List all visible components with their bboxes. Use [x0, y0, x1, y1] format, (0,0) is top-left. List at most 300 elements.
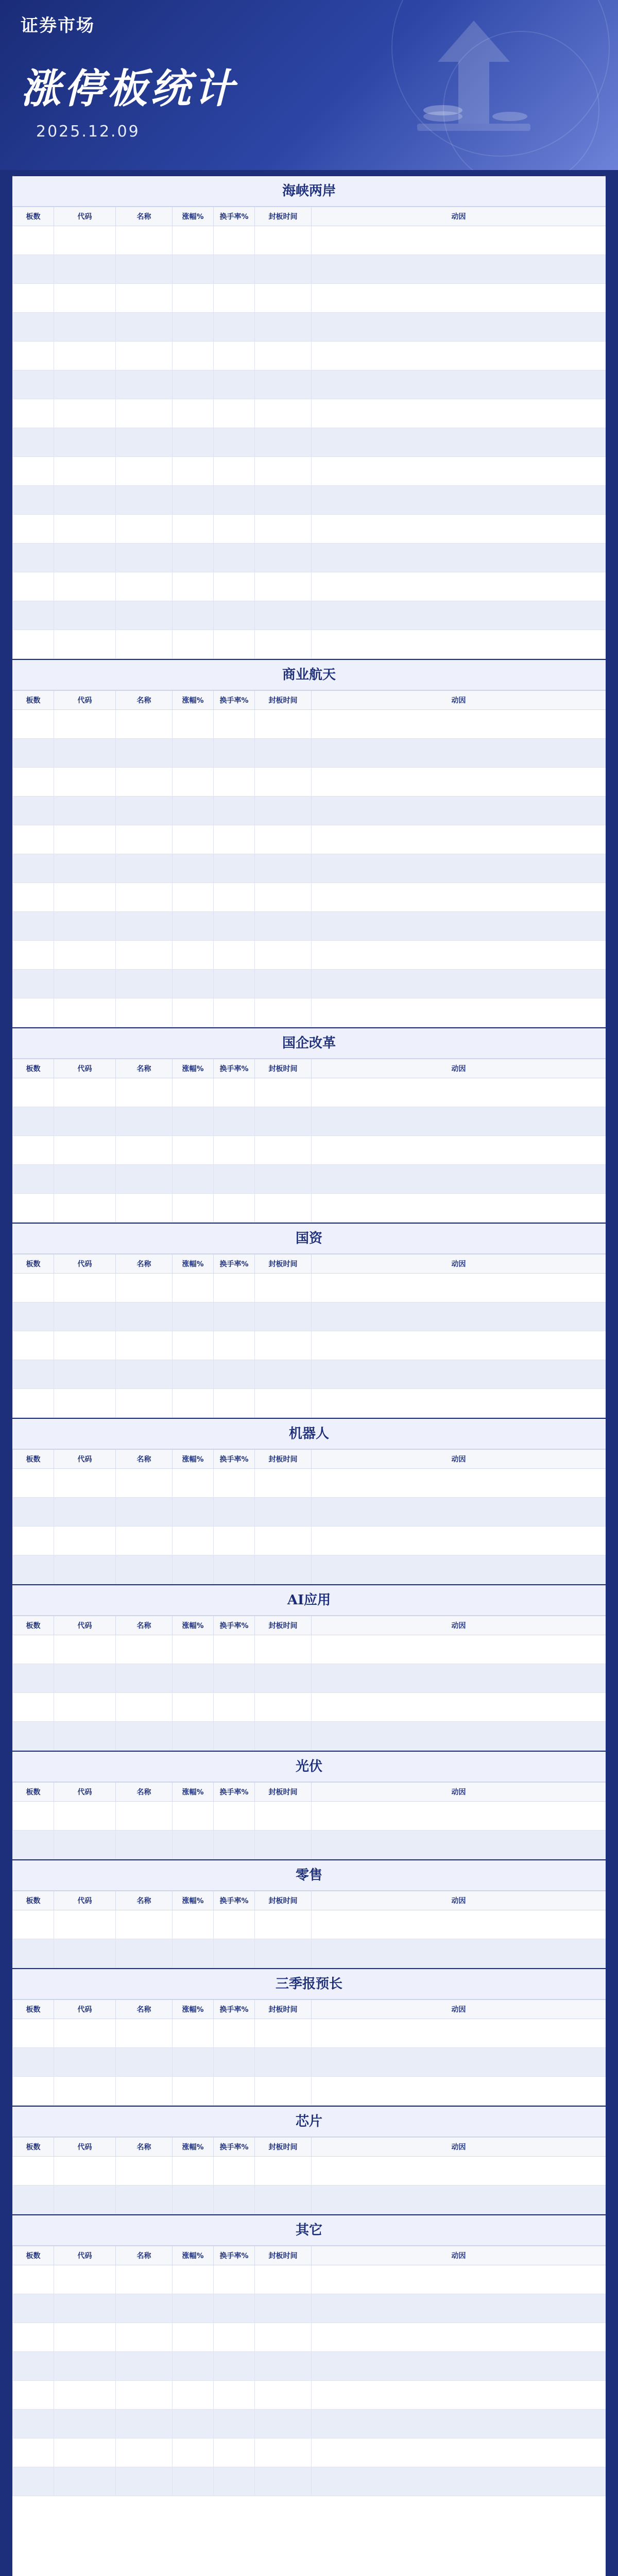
cell-reason [312, 1360, 606, 1389]
cell-code [54, 2265, 116, 2294]
table-row [13, 399, 606, 428]
cell-boards [13, 739, 54, 768]
cell-name [116, 2157, 173, 2185]
cell-code [54, 1136, 116, 1165]
cell-boards [13, 1722, 54, 1751]
cell-time [255, 1910, 312, 1939]
cell-reason [312, 1664, 606, 1693]
cell-reason [312, 1635, 606, 1664]
cell-turnover [214, 1274, 255, 1302]
cell-boards [13, 1910, 54, 1939]
cell-code [54, 486, 116, 515]
brand-name: 证券市场 [21, 15, 95, 36]
column-header: 动因 [312, 207, 606, 226]
stock-table [12, 2246, 606, 2496]
cell-pct [173, 1831, 214, 1859]
cell-code [54, 854, 116, 883]
table-row [13, 1527, 606, 1555]
cell-code [54, 1274, 116, 1302]
cell-boards [13, 883, 54, 912]
table-row [13, 255, 606, 284]
table-row [13, 2467, 606, 2496]
cell-turnover [214, 1302, 255, 1331]
cell-boards [13, 1831, 54, 1859]
cell-turnover [214, 1194, 255, 1223]
table-row [13, 1664, 606, 1693]
cell-pct [173, 457, 214, 486]
cell-pct [173, 2265, 214, 2294]
column-header: 板数 [13, 1450, 54, 1469]
cell-turnover [214, 2265, 255, 2294]
table-row [13, 941, 606, 970]
sector-title: 芯片 [12, 2106, 606, 2137]
cell-reason [312, 284, 606, 313]
cell-time [255, 2157, 312, 2185]
table-row [13, 1136, 606, 1165]
cell-name [116, 1360, 173, 1389]
cell-pct [173, 630, 214, 659]
sector-section [12, 2214, 606, 2496]
cell-turnover [214, 515, 255, 544]
column-header: 涨幅% [173, 1616, 214, 1635]
column-header: 名称 [116, 2246, 173, 2265]
cell-boards [13, 1664, 54, 1693]
cell-code [54, 601, 116, 630]
cell-time [255, 998, 312, 1027]
cell-name [116, 1910, 173, 1939]
table-header-row [13, 1450, 606, 1469]
report-content [12, 175, 606, 2576]
column-header: 代码 [54, 1059, 116, 1078]
cell-name [116, 1664, 173, 1693]
cell-code [54, 544, 116, 572]
cell-boards [13, 2157, 54, 2185]
cell-reason [312, 1555, 606, 1584]
table-row [13, 2352, 606, 2381]
table-row [13, 313, 606, 342]
cell-boards [13, 399, 54, 428]
cell-name [116, 710, 173, 739]
column-header: 板数 [13, 2246, 54, 2265]
sector-title: 三季报预长 [12, 1968, 606, 1999]
cell-reason [312, 2467, 606, 2496]
cell-boards [13, 2438, 54, 2467]
cell-code [54, 1498, 116, 1527]
column-header: 代码 [54, 1783, 116, 1802]
column-header: 板数 [13, 1891, 54, 1910]
cell-time [255, 2019, 312, 2048]
stock-table [12, 1891, 606, 1968]
cell-time [255, 1722, 312, 1751]
cell-pct [173, 2185, 214, 2214]
table-row [13, 1107, 606, 1136]
cell-name [116, 2381, 173, 2410]
cell-time [255, 825, 312, 854]
table-row [13, 2265, 606, 2294]
cell-turnover [214, 226, 255, 255]
cell-time [255, 284, 312, 313]
cell-name [116, 2185, 173, 2214]
sector-section [12, 175, 606, 659]
cell-reason [312, 1831, 606, 1859]
table-row [13, 1274, 606, 1302]
column-header: 动因 [312, 1616, 606, 1635]
cell-turnover [214, 1136, 255, 1165]
cell-time [255, 1831, 312, 1859]
table-row [13, 1302, 606, 1331]
cell-time [255, 1555, 312, 1584]
column-header: 动因 [312, 1783, 606, 1802]
cell-turnover [214, 2019, 255, 2048]
column-header: 换手率% [214, 691, 255, 710]
cell-name [116, 2410, 173, 2438]
cell-reason [312, 854, 606, 883]
cell-turnover [214, 1360, 255, 1389]
cell-time [255, 1664, 312, 1693]
column-header: 涨幅% [173, 1255, 214, 1274]
cell-boards [13, 1078, 54, 1107]
cell-boards [13, 912, 54, 941]
cell-pct [173, 370, 214, 399]
cell-reason [312, 2438, 606, 2467]
table-row [13, 1635, 606, 1664]
cell-reason [312, 1498, 606, 1527]
cell-reason [312, 572, 606, 601]
cell-time [255, 226, 312, 255]
cell-time [255, 1331, 312, 1360]
cell-time [255, 2048, 312, 2077]
cell-boards [13, 313, 54, 342]
cell-boards [13, 768, 54, 796]
cell-name [116, 796, 173, 825]
column-header: 封板时间 [255, 2000, 312, 2019]
cell-name [116, 1498, 173, 1527]
cell-boards [13, 1527, 54, 1555]
table-row [13, 2381, 606, 2410]
cell-boards [13, 2077, 54, 2106]
cell-code [54, 2185, 116, 2214]
table-row [13, 1939, 606, 1968]
cell-name [116, 912, 173, 941]
column-header: 名称 [116, 1783, 173, 1802]
cell-turnover [214, 739, 255, 768]
table-row [13, 710, 606, 739]
cell-code [54, 399, 116, 428]
cell-boards [13, 572, 54, 601]
cell-name [116, 572, 173, 601]
cell-name [116, 226, 173, 255]
cell-reason [312, 1107, 606, 1136]
column-header: 名称 [116, 2138, 173, 2157]
cell-name [116, 1136, 173, 1165]
cell-reason [312, 342, 606, 370]
column-header: 换手率% [214, 207, 255, 226]
sector-title: 海峡两岸 [12, 175, 606, 207]
column-header: 动因 [312, 2138, 606, 2157]
column-header: 名称 [116, 1059, 173, 1078]
cell-time [255, 912, 312, 941]
cell-name [116, 2467, 173, 2496]
cell-pct [173, 601, 214, 630]
cell-reason [312, 226, 606, 255]
cell-time [255, 1360, 312, 1389]
cell-name [116, 1831, 173, 1859]
cell-name [116, 486, 173, 515]
cell-name [116, 544, 173, 572]
column-header: 涨幅% [173, 2138, 214, 2157]
cell-reason [312, 313, 606, 342]
cell-reason [312, 883, 606, 912]
cell-time [255, 2077, 312, 2106]
cell-pct [173, 2019, 214, 2048]
cell-boards [13, 457, 54, 486]
cell-name [116, 1274, 173, 1302]
cell-turnover [214, 1527, 255, 1555]
cell-name [116, 2438, 173, 2467]
cell-boards [13, 1107, 54, 1136]
cell-reason [312, 1274, 606, 1302]
table-row [13, 1360, 606, 1389]
cell-reason [312, 796, 606, 825]
cell-turnover [214, 1722, 255, 1751]
cell-turnover [214, 2381, 255, 2410]
cell-code [54, 1165, 116, 1194]
cell-time [255, 970, 312, 998]
cell-name [116, 2019, 173, 2048]
cell-turnover [214, 1635, 255, 1664]
stock-table [12, 1059, 606, 1223]
table-row [13, 2185, 606, 2214]
cell-time [255, 1389, 312, 1418]
cell-pct [173, 2077, 214, 2106]
cell-time [255, 1078, 312, 1107]
sector-section [12, 1751, 606, 1859]
cell-pct [173, 1360, 214, 1389]
cell-code [54, 825, 116, 854]
table-row [13, 2438, 606, 2467]
cell-time [255, 2381, 312, 2410]
cell-turnover [214, 825, 255, 854]
table-row [13, 428, 606, 457]
cell-boards [13, 226, 54, 255]
cell-name [116, 1693, 173, 1722]
cell-time [255, 1635, 312, 1664]
cell-code [54, 1302, 116, 1331]
cell-code [54, 1555, 116, 1584]
cell-pct [173, 255, 214, 284]
column-header: 换手率% [214, 2000, 255, 2019]
table-row [13, 768, 606, 796]
cell-turnover [214, 1389, 255, 1418]
column-header: 动因 [312, 1450, 606, 1469]
cell-turnover [214, 2185, 255, 2214]
table-row [13, 1078, 606, 1107]
cell-code [54, 1194, 116, 1223]
cell-code [54, 739, 116, 768]
cell-pct [173, 854, 214, 883]
cell-name [116, 739, 173, 768]
cell-turnover [214, 544, 255, 572]
cell-boards [13, 486, 54, 515]
cell-code [54, 1527, 116, 1555]
cell-time [255, 739, 312, 768]
cell-time [255, 342, 312, 370]
cell-time [255, 1274, 312, 1302]
cell-reason [312, 428, 606, 457]
cell-boards [13, 970, 54, 998]
table-row [13, 544, 606, 572]
cell-boards [13, 1555, 54, 1584]
column-header: 换手率% [214, 1891, 255, 1910]
cell-time [255, 883, 312, 912]
column-header: 涨幅% [173, 2000, 214, 2019]
cell-turnover [214, 2467, 255, 2496]
cell-name [116, 457, 173, 486]
cell-code [54, 313, 116, 342]
cell-time [255, 1527, 312, 1555]
cell-turnover [214, 313, 255, 342]
cell-time [255, 1136, 312, 1165]
cell-reason [312, 2352, 606, 2381]
column-header: 换手率% [214, 1616, 255, 1635]
table-row [13, 1555, 606, 1584]
sector-title: 零售 [12, 1859, 606, 1891]
cell-reason [312, 2265, 606, 2294]
cell-time [255, 457, 312, 486]
column-header: 动因 [312, 2000, 606, 2019]
cell-code [54, 630, 116, 659]
cell-name [116, 941, 173, 970]
cell-pct [173, 768, 214, 796]
cell-reason [312, 255, 606, 284]
cell-pct [173, 941, 214, 970]
cell-boards [13, 1136, 54, 1165]
cell-code [54, 1939, 116, 1968]
cell-pct [173, 1078, 214, 1107]
cell-pct [173, 2467, 214, 2496]
cell-code [54, 768, 116, 796]
cell-time [255, 313, 312, 342]
cell-code [54, 1078, 116, 1107]
column-header: 板数 [13, 1783, 54, 1802]
cell-turnover [214, 1331, 255, 1360]
table-row [13, 2048, 606, 2077]
cell-name [116, 2077, 173, 2106]
cell-turnover [214, 2438, 255, 2467]
cell-pct [173, 399, 214, 428]
cell-turnover [214, 399, 255, 428]
cell-code [54, 1469, 116, 1498]
cell-pct [173, 2048, 214, 2077]
table-row [13, 601, 606, 630]
column-header: 封板时间 [255, 1255, 312, 1274]
sector-section [12, 1584, 606, 1751]
cell-turnover [214, 1664, 255, 1693]
cell-code [54, 226, 116, 255]
cell-turnover [214, 428, 255, 457]
cell-time [255, 2185, 312, 2214]
column-header: 封板时间 [255, 207, 312, 226]
report-header [0, 0, 618, 170]
cell-turnover [214, 2410, 255, 2438]
cell-turnover [214, 1107, 255, 1136]
cell-reason [312, 399, 606, 428]
cell-code [54, 941, 116, 970]
cell-reason [312, 486, 606, 515]
cell-code [54, 912, 116, 941]
cell-boards [13, 2294, 54, 2323]
cell-name [116, 515, 173, 544]
cell-reason [312, 1165, 606, 1194]
cell-code [54, 255, 116, 284]
cell-boards [13, 1302, 54, 1331]
cell-pct [173, 544, 214, 572]
cell-boards [13, 2467, 54, 2496]
table-row [13, 1722, 606, 1751]
table-row [13, 1910, 606, 1939]
table-row [13, 630, 606, 659]
cell-code [54, 998, 116, 1027]
column-header: 板数 [13, 207, 54, 226]
cell-turnover [214, 1693, 255, 1722]
cell-pct [173, 1194, 214, 1223]
column-header: 板数 [13, 1616, 54, 1635]
cell-time [255, 572, 312, 601]
column-header: 封板时间 [255, 691, 312, 710]
table-header-row [13, 1616, 606, 1635]
cell-code [54, 1722, 116, 1751]
column-header: 代码 [54, 2246, 116, 2265]
column-header: 换手率% [214, 1783, 255, 1802]
cell-boards [13, 1693, 54, 1722]
column-header: 换手率% [214, 1059, 255, 1078]
sector-section [12, 1859, 606, 1968]
cell-pct [173, 1635, 214, 1664]
cell-reason [312, 1802, 606, 1831]
cell-time [255, 370, 312, 399]
stock-table [12, 1999, 606, 2106]
cell-pct [173, 428, 214, 457]
cell-reason [312, 2381, 606, 2410]
cell-turnover [214, 1078, 255, 1107]
cell-boards [13, 1274, 54, 1302]
cell-reason [312, 1302, 606, 1331]
cell-reason [312, 825, 606, 854]
cell-boards [13, 941, 54, 970]
cell-code [54, 2410, 116, 2438]
cell-code [54, 284, 116, 313]
rising-arrow-icon [407, 15, 541, 149]
stock-table [12, 1254, 606, 1418]
column-header: 涨幅% [173, 1891, 214, 1910]
table-row [13, 284, 606, 313]
cell-turnover [214, 970, 255, 998]
cell-name [116, 2048, 173, 2077]
cell-time [255, 1107, 312, 1136]
cell-boards [13, 1469, 54, 1498]
cell-code [54, 2323, 116, 2352]
cell-boards [13, 1802, 54, 1831]
column-header: 动因 [312, 691, 606, 710]
cell-pct [173, 1555, 214, 1584]
cell-code [54, 515, 116, 544]
table-row [13, 1802, 606, 1831]
cell-turnover [214, 1939, 255, 1968]
cell-name [116, 998, 173, 1027]
cell-reason [312, 1331, 606, 1360]
table-row [13, 1194, 606, 1223]
cell-boards [13, 630, 54, 659]
